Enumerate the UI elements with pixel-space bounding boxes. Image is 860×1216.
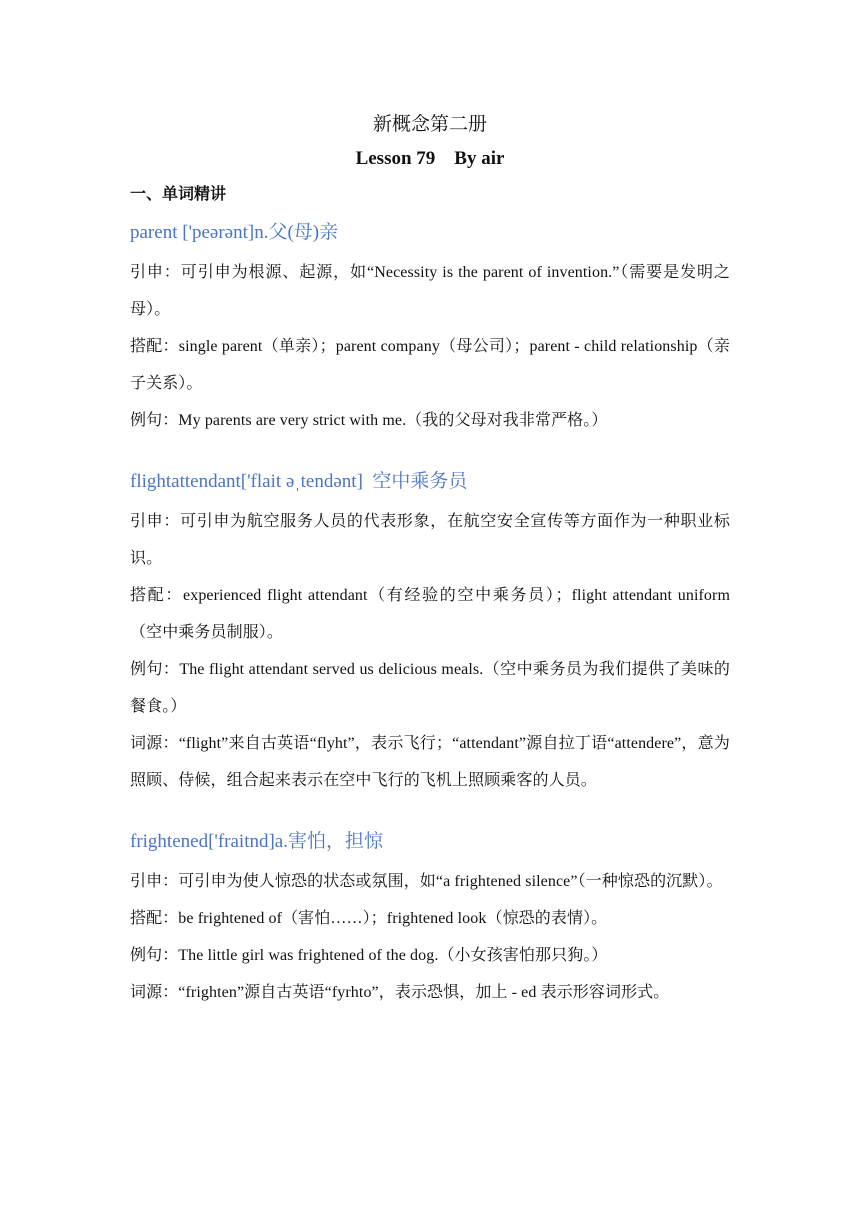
headword: flightattendant['flait əˌtendənt] 空中乘务员 <box>130 471 468 492</box>
section-heading: 一、单词精讲 <box>130 186 227 203</box>
document-content <box>130 110 730 1037</box>
example-text: 例句：The little girl was frightened of the dog.（小女孩害怕那只狗。） <box>130 947 608 964</box>
collocation-text: 搭配：be frightened of（害怕……）；frightened look（惊恐的表情）。 <box>130 910 608 927</box>
headword: frightened['fraitnd]a.害怕，担惊 <box>130 831 383 852</box>
example-text: 例句：My parents are very strict with me.（我的父母对我非常严格。） <box>130 412 608 429</box>
lesson-title: Lesson 79 By air <box>355 148 505 169</box>
collocation-text: 搭配：single parent（单亲）；parent company（母公司）；parent - child relationship（亲子关系）。 <box>130 338 730 392</box>
example-text: 例句：The flight attendant served us delicious meals.（空中乘务员为我们提供了美味的餐食。） <box>130 661 730 715</box>
etymology-text: 词源：“frighten”源自古英语“fyrhto”，表示恐惧，加上 - ed 表示形容词形式。 <box>130 984 670 1001</box>
extension-text: 引申：可引申为使人惊恐的状态或氛围，如“a frightened silence”（一种惊恐的沉默）。 <box>130 873 723 890</box>
word-entry-frightened <box>130 825 730 1011</box>
extension-text: 引申：可引申为根源、起源，如“Necessity is the parent of invention.”（需要是发明之母）。 <box>130 264 730 318</box>
headword: parent ['peərənt]n.父(母)亲 <box>130 222 339 243</box>
book-title: 新概念第二册 <box>372 114 487 135</box>
word-entry-parent <box>130 216 730 439</box>
word-entry-flight-attendant <box>130 465 730 799</box>
collocation-text: 搭配：experienced flight attendant（有经验的空中乘务员）；flight attendant uniform（空中乘务员制服）。 <box>130 587 730 641</box>
etymology-text: 词源：“flight”来自古英语“flyht”，表示飞行；“attendant”源自拉丁语“attendere”，意为照顾、侍候，组合起来表示在空中飞行的飞机上照顾乘客的人员。 <box>130 735 730 789</box>
extension-text: 引申：可引申为航空服务人员的代表形象，在航空安全宣传等方面作为一种职业标识。 <box>130 513 730 567</box>
